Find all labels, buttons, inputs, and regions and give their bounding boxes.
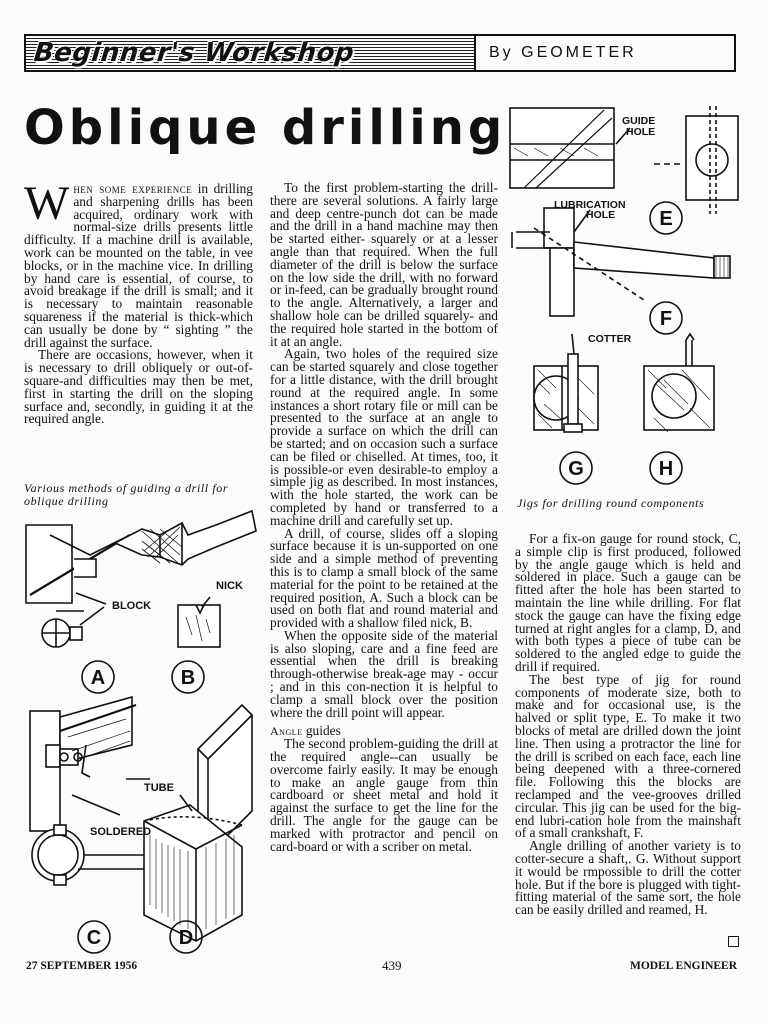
figure-caption-right: Jigs for drilling round components	[517, 496, 705, 510]
label-tube: TUBE	[144, 782, 174, 794]
paragraph	[24, 177, 253, 350]
paragraph: Angle drilling of another variety is to cotter-secure a shaft,. G. Without support it would be rmpossible to drill the cotter hole. But if the bore is plugged with tight-fitting material of the same sort, the hole can be easily drilled and reamed, H.	[515, 838, 741, 918]
paragraph: There are occasions, however, when it is necessary to drill obliquely or out-of-square-and difficulties may then be met, first in starting the drill on the sloping surface and, secondly, in guiding it at the required angle.	[24, 347, 253, 427]
figure-drill-guides	[20, 505, 266, 955]
byline: By GEOMETER	[489, 44, 637, 61]
workpiece-block	[26, 525, 72, 603]
fig-label-a: A	[90, 667, 106, 689]
figure-caption-left: Various methods of guiding a drill for oblique drilling	[24, 481, 229, 508]
paragraph-text: in drilling and sharpening drills has been acquired, ordinary work with normal-size drills presents little difficulty. If a machine drill is available, work can be mounted on the table, in vee blocks, or in the machine vice. In drilling by hand care is essential, of course, to avoid breakage if the drill is small; and it is necessary to maintain reasonable squareness if the material is thick-which can usually be done by “ sighting ” the drill against the surface.	[24, 181, 253, 350]
label-guide: GUIDE	[622, 115, 656, 127]
paragraph: Again, two holes of the required size can be started squarely and close together for a little distance, with the drill brought round at the required angle. In some instances a short rotary file or mill can be presented to the surface at an angle to provide a surface on which the drill can be started; and on occasion such a surface can be filed or chiselled. At times, too, it is possible-or even desirable-to employ a simple jig as described. In most instances, with the hole started, the work can be completed by hand or transferred to a machine drill and carefully set up.	[270, 346, 498, 528]
series-title: Beginner's Workshop	[32, 38, 356, 68]
end-mark	[728, 936, 739, 947]
header-rule-pattern	[26, 36, 476, 70]
paragraph: When the opposite side of the material is also sloping, care and a fine feed are essential when the drill is breaking through-otherwise break-age may - occur ; and in this con-nection it is helpful to clamp a small block over the position where the drill point will appear.	[270, 627, 498, 720]
label-guide-hole: HOLE	[626, 126, 656, 138]
label-block: BLOCK	[112, 600, 152, 612]
label-soldered: SOLDERED	[90, 826, 152, 838]
label-cotter: COTTER	[588, 333, 632, 345]
issue-date: 27 SEPTEMBER 1956	[26, 960, 138, 972]
fig-label-f: F	[659, 308, 673, 330]
fig-label-c: C	[86, 927, 102, 949]
fig-label-g: G	[568, 458, 584, 480]
lead-in-smallcaps: hen some experience	[73, 181, 193, 196]
text-column-2	[270, 182, 498, 853]
page-number: 439	[382, 958, 402, 973]
fig-label-b: B	[180, 667, 196, 689]
subheading-rest: guides	[302, 723, 341, 739]
fig-label-d: D	[178, 927, 194, 949]
label-lubrication-hole: HOLE	[586, 209, 616, 221]
label-nick: NICK	[216, 580, 243, 592]
label-lubrication: LUBRICATION	[554, 199, 626, 211]
paragraph: The best type of jig for round components of moderate size, both to make and for occasional use, is the halved or split type, E. To make it two blocks of metal are drilled down the joint line. Then using a protractor the line for the drill is scribed on each face, each line being deepened with a three-cornered file. Following this the blocks are reclamped and the vee-grooves drilled circular. This jig can be used for the big-end lubri-cation hole from the mainshaft of a small crankshaft, F.	[515, 671, 741, 841]
series-header	[24, 34, 736, 72]
figure-jigs	[504, 104, 750, 496]
publication-name: MODEL ENGINEER	[630, 960, 738, 972]
paragraph: The second problem-guiding the drill at the required angle--can usually be overcome fairly easily. It may be enough to make an angle gauge from thin cardboard or sheet metal and hold it against the surface to get the line for the drill. The angle for the gauge can be marked with protractor and pencil on card-board or with a scriber on metal.	[270, 736, 498, 854]
paragraph: A drill, of course, slides off a sloping surface because it is un-supported on one side and a simple method of preventing this is to clamp a small block of the same material for the point to be retained at the required position, A. Such a block can be used on both flat and round material and provided with a shallow filed nick, B.	[270, 525, 498, 631]
article-headline: Oblique drilling	[24, 100, 507, 156]
paragraph: For a fix-on gauge for round stock, C, a simple clip is first produced, followed by the angle gauge which is held and soldered in place. Such a gauge can be fitted after the hole has been started to maintain the line while drilling. For flat stock the gauge can have the fixing edge turned at right angles for a clamp, D, and with both types a piece of tube can be soldered to the angled edge to guide the drill if required.	[515, 531, 741, 674]
fig-label-h: H	[658, 458, 674, 480]
drill-chuck	[115, 511, 256, 565]
text-column-1	[24, 177, 253, 427]
paragraph: To the first problem-starting the drill-there are several solutions. A fairly large and deep centre-punch dot can be made and the drill in a hand machine may then be started either- squarely or at a lesser angle than that required. When the full diameter of the drill is below the surface on the low side the drill, with no forward or in-feed, can be gradually brought round to the angle. Alternatively, a larger and shallow hole can be drilled squarely- and the required hole started in the bottom of it at an angle.	[270, 180, 498, 349]
fig-label-e: E	[659, 208, 673, 230]
text-column-3	[515, 533, 741, 917]
subheading-lead: Angle	[270, 724, 303, 739]
drop-cap: W	[24, 177, 70, 230]
